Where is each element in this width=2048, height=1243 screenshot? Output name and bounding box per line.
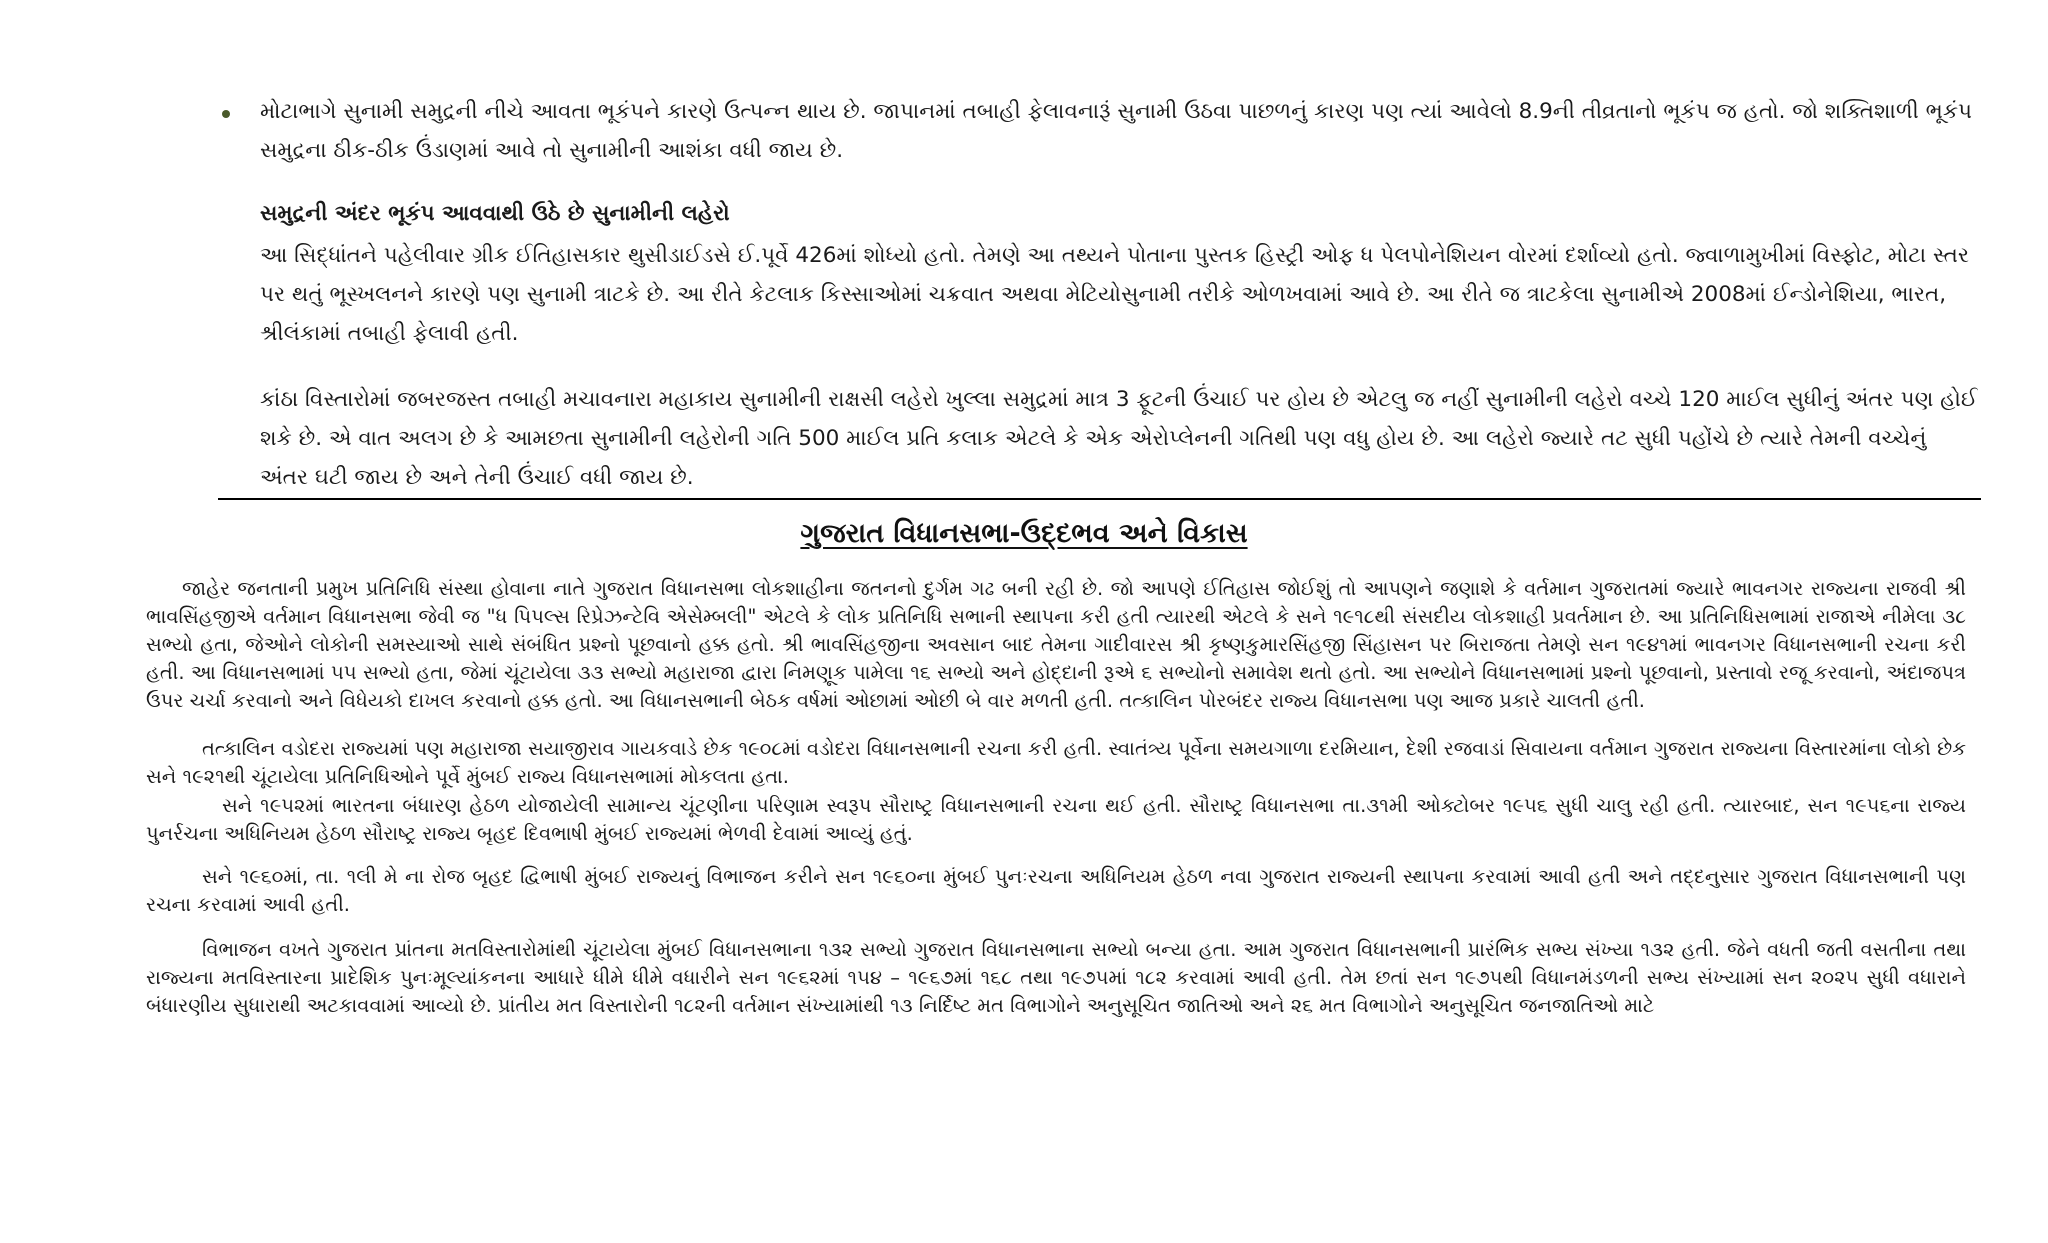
assembly-history-paragraph-1: જાહેર જનતાની પ્રમુખ પ્રતિનિધિ સંસ્થા હોવાના નાતે ગુજરાત વિધાનસભા લોકશાહીના જતનનો દુર્ગમ ગઢ બની રહી છે. જો આપણે ઈતિહાસ જોઈશું તો આપણને જણાશે કે વર્તમાન ગુજરાતમાં જ્યારે ભાવનગર રાજ્યના રાજવી શ્રી ભાવસિંહજીએ વર્તમાન વિધાનસભા જેવી જ "ધ પિપલ્સ રિપ્રેઝન્ટેવિ એસેમ્બલી" એટલે કે લોક પ્રતિનિધિ સભાની સ્થાપના કરી હતી ત્યારથી એટલે કે સને ૧૯૧૮થી સંસદીય લોકશાહી પ્રવર્તમાન છે. આ પ્રતિનિધિસભામાં રાજાએ નીમેલા ૩૮ સભ્યો હતા, જેઓને લોકોની સમસ્યાઓ સાથે સંબંધિત પ્રશ્નો પૂછવાનો હક્ક હતો. શ્રી ભાવસિંહજીના અવસાન બાદ તેમના ગાદીવારસ શ્રી કૃષ્ણકુમારસિંહજી સિંહાસન પર બિરાજતા તેમણે સન ૧૯૪૧માં ભાવનગર વિધાનસભાની રચના કરી હતી. આ વિધાનસભામાં ૫૫ સભ્યો હતા, જેમાં ચૂંટાયેલા ૩૩ સભ્યો મહારાજા દ્વારા નિમણૂક પામેલા ૧૬ સભ્યો અને હોદ્દાની રૂએ ૬ સભ્યોનો સમાવેશ થતો હતો. આ સભ્યોને વિધાનસભામાં પ્રશ્નો પૂછવાનો, પ્રસ્તાવો રજૂ કરવાનો, અંદાજપત્ર ઉપર ચર્ચા કરવાનો અને વિધેયકો દાખલ કરવાનો હક્ક હતો. આ વિધાનસભાની બેઠક વર્ષમાં ઓછામાં ઓછી બે વાર મળતી હતી. તત્કાલિન પોરબંદર રાજ્ય વિધાનસભા પણ આજ પ્રકારે ચાલતી હતી. — [146, 577, 1966, 712]
bullet-item — [215, 92, 1975, 170]
bullet-text: મોટાભાગે સુનામી સમુદ્રની નીચે આવતા ભૂકંપને કારણે ઉત્પન્ન થાય છે. જાપાનમાં તબાહી ફેલાવનારૂં સુનામી ઉઠવા પાછળનું કારણ પણ ત્યાં આવેલો 8.9ની તીવ્રતાનો ભૂકંપ જ હતો. જો શક્તિશાળી ભૂકંપ સમુદ્રના ઠીક-ઠીક ઉંડાણમાં આવે તો સુનામીની આશંકા વધી જાય છે. — [260, 99, 1972, 163]
assembly-history-paragraph-4: સને ૧૯૬૦માં, તા. ૧લી મે ના રોજ બૃહદ દ્વિભાષી મુંબઈ રાજ્યનું વિભાજન કરીને સન ૧૯૬૦ના મુંબઈ પુનઃરચના અધિનિયમ હેઠળ નવા ગુજરાત રાજ્યની સ્થાપના કરવામાં આવી હતી અને તદ્દનુસાર ગુજરાત વિધાનસભાની પણ રચના કરવામાં આવી હતી. — [146, 865, 1966, 916]
tsunami-waves-paragraph: કાંઠા વિસ્તારોમાં જબરજસ્ત તબાહી મચાવનારા મહાકાય સુનામીની રાક્ષસી લહેરો ખુલ્લા સમુદ્રમાં માત્ર 3 ફૂટની ઉંચાઈ પર હોય છે એટલુ જ નહીં સુનામીની લહેરો વચ્ચે 120 માઈલ સુધીનું અંતર પણ હોઈ શકે છે. એ વાત અલગ છે કે આમછતા સુનામીની લહેરોની ગતિ 500 માઈલ પ્રતિ કલાક એટલે કે એક એરોપ્લેનની ગતિથી પણ વધુ હોય છે. આ લહેરો જ્યારે તટ સુધી પહોંચે છે ત્યારે તેમની વચ્ચેનું અંતર ઘટી જાય છે અને તેની ઉંચાઈ વધી જાય છે. — [260, 387, 1978, 490]
subheading: સમુદ્રની અંદર ભૂકંપ આવવાથી ઉઠે છે સુનામીની લહેરો — [260, 201, 730, 226]
section-divider — [218, 498, 1981, 500]
assembly-history-paragraph-3: સને ૧૯૫૨માં ભારતના બંધારણ હેઠળ યોજાયેલી સામાન્ય ચૂંટણીના પરિણામ સ્વરૂપ સૌરાષ્ટ્ર વિધાનસભાની રચના થઈ હતી. સૌરાષ્ટ્ર વિધાનસભા તા.૩૧મી ઓક્ટોબર ૧૯૫૬ સુધી ચાલુ રહી હતી. ત્યારબાદ, સન ૧૯૫૬ના રાજ્ય પુનર્રચના અધિનિયમ હેઠળ સૌરાષ્ટ્ર રાજ્ય બૃહદ દિવભાષી મુંબઈ રાજ્યમાં ભેળવી દેવામાં આવ્યું હતું. — [146, 794, 1966, 845]
section-title: ગુજરાત વિધાનસભા-ઉદ્દભવ અને વિકાસ — [800, 518, 1248, 549]
bullet-icon — [222, 110, 230, 118]
assembly-history-paragraph-2: તત્કાલિન વડોદરા રાજ્યમાં પણ મહારાજા સયાજીરાવ ગાયકવાડે છેક ૧૯૦૮માં વડોદરા વિધાનસભાની રચના કરી હતી. સ્વાતંત્ર્ય પૂર્વેના સમયગાળા દરમિયાન, દેશી રજવાડાં સિવાયના વર્તમાન ગુજરાત રાજ્યના વિસ્તારમાંના લોકો છેક સને ૧૯૨૧થી ચૂંટાયેલા પ્રતિનિધિઓને પૂર્વે મુંબઈ રાજ્ય વિધાનસભામાં મોકલતા હતા. — [146, 737, 1966, 788]
assembly-history-paragraph-5: વિભાજન વખતે ગુજરાત પ્રાંતના મતવિસ્તારોમાંથી ચૂંટાયેલા મુંબઈ વિધાનસભાના ૧૩૨ સભ્યો ગુજરાત વિધાનસભાના સભ્યો બન્યા હતા. આમ ગુજરાત વિધાનસભાની પ્રારંભિક સભ્ય સંખ્યા ૧૩૨ હતી. જેને વધતી જતી વસતીના તથા રાજ્યના મતવિસ્તારના પ્રાદેશિક પુનઃમૂલ્યાંકનના આધારે ધીમે ધીમે વધારીને સન ૧૯૬૨માં ૧૫૪ – ૧૯૬૭માં ૧૬૮ તથા ૧૯૭૫માં ૧૮૨ કરવામાં આવી હતી. તેમ છતાં સન ૧૯૭૫થી વિધાનમંડળની સભ્ય સંખ્યામાં સન ૨૦૨૫ સુધી વધારાને બંધારણીય સુધારાથી અટકાવવામાં આવ્યો છે. પ્રાંતીય મત વિસ્તારોની ૧૮૨ની વર્તમાન સંખ્યામાંથી ૧૩ નિર્દિષ્ટ મત વિભાગોને અનુસૂચિત જાતિઓ અને ૨૬ મત વિભાગોને અનુસૂચિત જનજાતિઓ માટે — [146, 938, 1966, 1017]
tsunami-theory-paragraph: આ સિદ્ધાંતને પહેલીવાર ગ્રીક ઈતિહાસકાર થુસીડાઈડસે ઈ.પૂર્વે 426માં શોધ્યો હતો. તેમણે આ તથ્યને પોતાના પુસ્તક હિસ્ટ્રી ઓફ ધ પેલપોનેશિયન વોરમાં દર્શાવ્યો હતો. જ્વાળામુખીમાં વિસ્ફોટ, મોટા સ્તર પર થતું ભૂસ્ખલનને કારણે પણ સુનામી ત્રાટકે છે. આ રીતે કેટલાક કિસ્સાઓમાં ચક્રવાત અથવા મેટિયોસુનામી તરીકે ઓળખવામાં આવે છે. આ રીતે જ ત્રાટકેલા સુનામીએ 2008માં ઈન્ડોનેશિયા, ભારત, શ્રીલંકામાં તબાહી ફેલાવી હતી. — [260, 243, 1969, 346]
